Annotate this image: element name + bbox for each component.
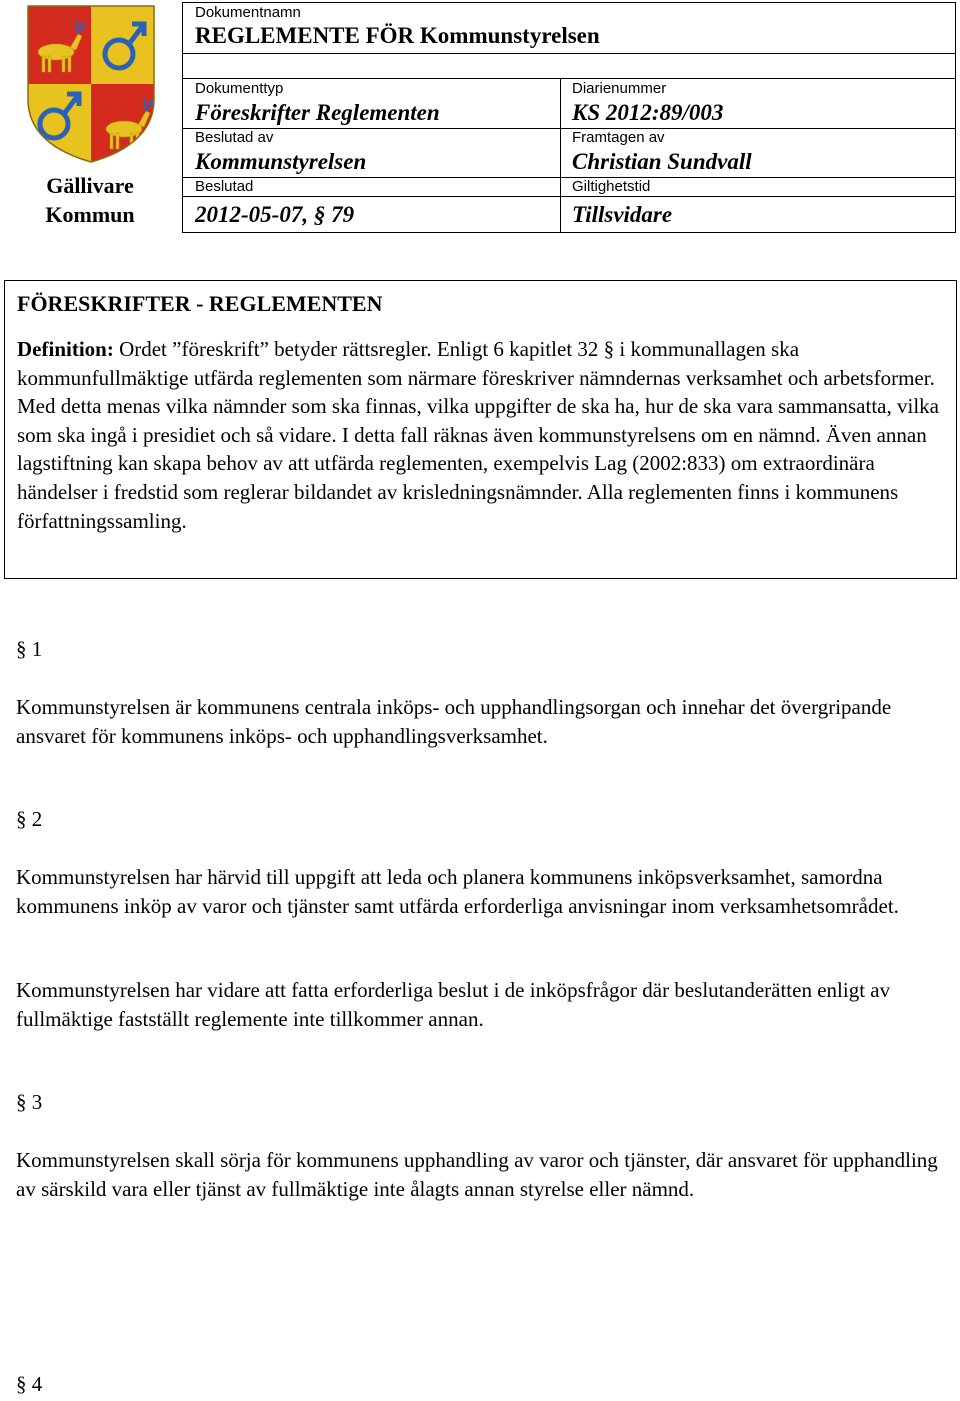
doc-type-label: Dokumenttyp [195, 80, 284, 97]
doc-name: REGLEMENTE FÖR Kommunstyrelsen [195, 23, 600, 48]
section-2-heading: § 2 [16, 807, 43, 831]
validity-label: Giltighetstid [572, 178, 651, 195]
doc-name-label: Dokumentnamn [195, 4, 301, 21]
section-2-paragraph-1: Kommunstyrelsen har härvid till uppgift att leda och planera kommunens inköpsverksamhet, samordna kommunens inköp av varor och tjänster samt utfärda erforderliga anvisningar inom verksamhetsområdet. [16, 865, 899, 918]
validity: Tillsvidare [572, 202, 673, 227]
decided-by-label: Beslutad av [195, 129, 274, 146]
municipality-name: Gällivare [46, 173, 134, 198]
definition-label: Definition: [17, 337, 114, 361]
prepared-by: Christian Sundvall [572, 149, 752, 174]
document-metadata [182, 2, 956, 233]
decided-date: 2012-05-07, § 79 [195, 202, 355, 227]
section-1-paragraph: Kommunstyrelsen är kommunens centrala inköps- och upphandlingsorgan och innehar det övergripande ansvaret för kommunens inköps- och upphandlingsverksamhet. [16, 695, 892, 748]
section-1-heading: § 1 [16, 637, 43, 661]
coat-of-arms [24, 4, 158, 164]
definition-text [17, 335, 944, 535]
section-3-heading: § 3 [16, 1090, 43, 1114]
definition-body: Ordet ”föreskrift” betyder rättsregler. Enligt 6 kapitlet 32 § i kommunallagen ska kommunfullmäktige utfärda reglementen som närmare föreskriver nämndernas verksamhet och arbetsformer. Med detta menas vilka nämnder som ska finnas, vilka uppgifter de ska ha, hur de ska vara sammansatta, vilka som ska ingå i presidiet och så vidare. I detta fall räknas även kommunstyrelsens om en nämnd. Även annan lagstiftning kan skapa behov av att utfärda reglementen, exempelvis Lag (2002:833) om extraordinära händelser i fredstid som reglerar bildandet av krisledningsnämnder. Alla reglementen finns i kommunens författningssamling. [17, 337, 939, 533]
reg-no-label: Diarienummer [572, 80, 667, 97]
decided-by: Kommunstyrelsen [195, 149, 367, 174]
doc-type: Föreskrifter Reglementen [195, 100, 440, 125]
decided-label: Beslutad [195, 178, 254, 195]
section-2-paragraph-2: Kommunstyrelsen har vidare att fatta erforderliga beslut i de inköpsfrågor där beslutanderätten enligt av fullmäktige fastställt reglemente inte tillkommer annan. [16, 978, 891, 1031]
coat-of-arms-icon [24, 4, 158, 164]
section-3-paragraph: Kommunstyrelsen skall sörja för kommunens upphandling av varor och tjänster, där ansvaret för upphandling av särskild vara eller tjänst av fullmäktige inte ålagts annan styrelse eller nämnd. [16, 1148, 938, 1201]
municipality-type: Kommun [45, 202, 135, 227]
definition-box [4, 280, 957, 579]
definition-title: FÖRESKRIFTER - REGLEMENTEN [17, 291, 383, 316]
prepared-by-label: Framtagen av [572, 129, 665, 146]
section-4-heading: § 4 [16, 1372, 43, 1396]
reg-no: KS 2012:89/003 [572, 100, 724, 125]
